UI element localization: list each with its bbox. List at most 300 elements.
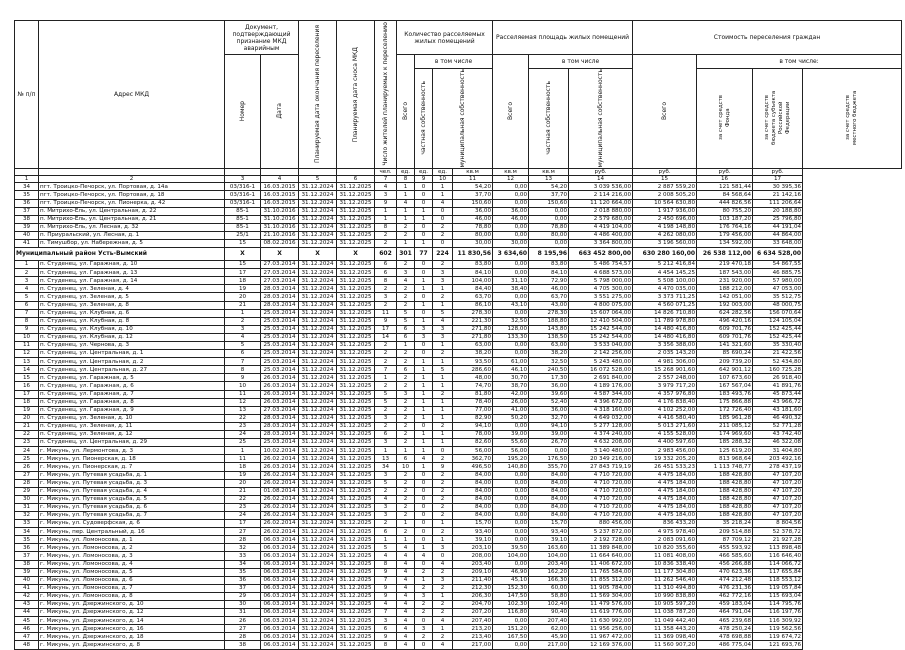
doc-date-cell: 27.03.2014 <box>261 261 299 269</box>
cost-federal-cell: 84 568,64 <box>697 191 753 199</box>
table-row <box>15 366 902 374</box>
cost-federal-cell: 188 428,80 <box>697 487 753 495</box>
residents-cell: 14 <box>375 333 397 341</box>
cost-total-cell: 4 649 032,00 <box>569 414 633 422</box>
planned-demolish-cell: 31.12.2025 <box>337 601 375 609</box>
residents-cell: 6 <box>375 261 397 269</box>
section-priv: 77 <box>415 248 433 261</box>
area-total-cell: 221,30 <box>453 317 493 325</box>
planned-end-cell: 31.12.2024 <box>299 633 337 641</box>
row-number-cell: 46 <box>15 625 39 633</box>
cost-fund-cell: 4 975 978,40 <box>633 528 697 536</box>
area-private-cell: 30,70 <box>493 374 529 382</box>
address-cell: п. Студенец, ул. Зеленая, д. 12 <box>39 431 225 439</box>
doc-date-cell: 26.03.2014 <box>261 382 299 390</box>
residents-cell: 2 <box>375 382 397 390</box>
address-cell: г. Микунь, ул. Ломоносова, д. 7 <box>39 584 225 592</box>
cost-fund-cell: 4 475 184,00 <box>633 479 697 487</box>
area-total-cell: 46,00 <box>453 215 493 223</box>
area-total-cell: 207,20 <box>453 609 493 617</box>
cost-total-cell: 11 855 312,00 <box>569 576 633 584</box>
doc-date-cell: 06.03.2014 <box>261 633 299 641</box>
doc-number-cell: 30 <box>225 601 261 609</box>
planned-end-cell: 31.12.2024 <box>299 463 337 471</box>
doc-date-cell: 25.03.2014 <box>261 439 299 447</box>
area-total-cell: 15,70 <box>453 520 493 528</box>
cost-local-cell: 52 434,80 <box>753 358 803 366</box>
area-private-cell: 0,00 <box>493 560 529 568</box>
doc-date-cell: 06.03.2014 <box>261 609 299 617</box>
row-number-cell: 27 <box>15 471 39 479</box>
table-row <box>15 576 902 584</box>
doc-number-cell: 1 <box>225 447 261 455</box>
doc-date-cell: 26.02.2014 <box>261 503 299 511</box>
section-cost: 663 452 800,00 <box>569 248 633 261</box>
area-private-cell: 0,00 <box>493 231 529 239</box>
cost-total-cell: 11 664 640,00 <box>569 552 633 560</box>
cost-federal-cell: 444 826,56 <box>697 199 753 207</box>
doc-number-cell: 33 <box>225 552 261 560</box>
residents-cell: 3 <box>375 293 397 301</box>
area-private-cell: 0,00 <box>493 511 529 519</box>
doc-number-cell: 17 <box>225 269 261 277</box>
rooms-total-cell: 4 <box>397 199 415 207</box>
cost-total-cell: 4 419 104,00 <box>569 223 633 231</box>
address-cell: г. Микунь, ул. Пионерская, д. 18 <box>39 455 225 463</box>
area-municipal-cell: 26,70 <box>529 439 569 447</box>
doc-date-cell: 27.03.2014 <box>261 269 299 277</box>
residents-cell: 11 <box>375 309 397 317</box>
cost-total-cell: 11 120 664,00 <box>569 199 633 207</box>
rooms-total-cell: 4 <box>397 560 415 568</box>
doc-number-cell: 29 <box>225 592 261 600</box>
rooms-total-cell: 6 <box>397 333 415 341</box>
rooms-private-cell: 2 <box>415 609 433 617</box>
rooms-private-cell: 1 <box>415 277 433 285</box>
area-private-cell: 55,60 <box>493 439 529 447</box>
residents-cell: 1 <box>375 374 397 382</box>
residents-cell: 9 <box>375 199 397 207</box>
planned-demolish-cell: 31.12.2025 <box>337 269 375 277</box>
area-total-cell: 82,90 <box>453 414 493 422</box>
area-municipal-cell: 36,00 <box>529 382 569 390</box>
cost-federal-cell: 459 183,04 <box>697 601 753 609</box>
residents-cell: 3 <box>375 414 397 422</box>
doc-number-cell: 20 <box>225 293 261 301</box>
address-cell: г. Микунь, ул. Ломоносова, д. 2 <box>39 544 225 552</box>
area-private-cell: 0,00 <box>493 350 529 358</box>
rooms-total-cell: 6 <box>397 455 415 463</box>
planned-end-cell: 31.12.2024 <box>299 285 337 293</box>
doc-date-cell: 25.03.2014 <box>261 325 299 333</box>
cost-fund-cell: 11 789 978,80 <box>633 317 697 325</box>
rooms-private-cell: 0 <box>415 503 433 511</box>
planned-demolish-cell: 31.12.2025 <box>337 609 375 617</box>
residents-cell: 1 <box>375 536 397 544</box>
index-row-cell: 6 <box>337 175 375 182</box>
planned-demolish-cell: 31.12.2025 <box>337 414 375 422</box>
planned-end-cell: 31.12.2024 <box>299 261 337 269</box>
row-number-cell: 42 <box>15 592 39 600</box>
section-x2: X <box>261 248 299 261</box>
area-private-cell: 0,00 <box>493 191 529 199</box>
area-total-cell: 78,40 <box>453 398 493 406</box>
rooms-total-cell: 4 <box>397 617 415 625</box>
area-municipal-cell: 0,00 <box>529 207 569 215</box>
cost-federal-cell: 642 901,12 <box>697 366 753 374</box>
doc-group-header: Документ, подтверждающий признание МКД аварийным <box>225 21 299 55</box>
planned-demolish-cell: 31.12.2025 <box>337 641 375 649</box>
table-row <box>15 609 902 617</box>
cost-local-cell: 47 107,20 <box>753 487 803 495</box>
main-rows <box>15 261 902 650</box>
residents-cell: 5 <box>375 398 397 406</box>
planned-end-cell: 31.12.2024 <box>299 625 337 633</box>
address-cell: г. Микунь, ул. Ломоносова, д. 8 <box>39 592 225 600</box>
units-row-cell: руб. <box>753 168 803 175</box>
planned-end-cell: 31.12.2024 <box>299 414 337 422</box>
table-row <box>15 536 902 544</box>
rooms-total-cell: 4 <box>397 592 415 600</box>
row-number-cell: 13 <box>15 358 39 366</box>
residents-cell: 3 <box>375 191 397 199</box>
residents-cell: 7 <box>375 576 397 584</box>
cost-fund-cell: 4 981 306,00 <box>633 358 697 366</box>
residents-cell: 2 <box>375 231 397 239</box>
residents-cell: 2 <box>375 239 397 247</box>
doc-date-cell: 25.03.2014 <box>261 317 299 325</box>
cost-total-cell: 15 607 064,00 <box>569 309 633 317</box>
area-municipal-cell: 17,30 <box>529 374 569 382</box>
address-cell: г. Микунь, ул. Путевая усадьба, д. 5 <box>39 495 225 503</box>
rooms-municipal-cell: 3 <box>433 576 453 584</box>
area-municipal-cell: 207,40 <box>529 617 569 625</box>
address-cell: г. Микунь, ул. Ломоносова, д. 3 <box>39 552 225 560</box>
residents-cell: 9 <box>375 568 397 576</box>
area-total-cell: 84,00 <box>453 511 493 519</box>
cost-local-cell: 52 771,28 <box>753 422 803 430</box>
area-municipal-cell: 58,80 <box>529 592 569 600</box>
cost-local-cell: 52 378,72 <box>753 528 803 536</box>
area-total-cell: 278,30 <box>453 309 493 317</box>
units-row-cell: чел. <box>375 168 397 175</box>
rooms-total-cell: 2 <box>397 301 415 309</box>
doc-number-cell: 35 <box>225 568 261 576</box>
address-cell: г. Микунь, ул. Дзержинского, д. 8 <box>39 641 225 649</box>
row-number-cell: 21 <box>15 422 39 430</box>
address-cell: г. Микунь, ул. Путевая усадьба, д. 7 <box>39 511 225 519</box>
rooms-private-cell: 1 <box>415 317 433 325</box>
cost-total-cell: 11 765 584,00 <box>569 568 633 576</box>
cost-federal-cell: 609 701,76 <box>697 325 753 333</box>
area-private-cell: 151,20 <box>493 625 529 633</box>
rooms-total-cell: 2 <box>397 406 415 414</box>
rooms-municipal-cell: 2 <box>433 601 453 609</box>
rooms-total-cell: 4 <box>397 584 415 592</box>
cost-local-cell: 47 107,20 <box>753 471 803 479</box>
rooms-private-cell: 0 <box>415 199 433 207</box>
rooms-private-cell: 1 <box>415 414 433 422</box>
area-total-cell: 81,80 <box>453 390 493 398</box>
doc-number-cell: 2 <box>225 317 261 325</box>
row-number-cell: 16 <box>15 382 39 390</box>
cost-fund-cell: 4 262 080,00 <box>633 231 697 239</box>
rooms-private-cell: 0 <box>415 528 433 536</box>
rooms-municipal-cell: 2 <box>433 568 453 576</box>
resettlement-table <box>14 20 902 650</box>
top-rows <box>15 183 902 248</box>
area-private-cell: 140,80 <box>493 463 529 471</box>
planned-demolish-cell: 31.12.2025 <box>337 207 375 215</box>
cost-federal-cell: 175 866,88 <box>697 398 753 406</box>
cost-fund-cell: 10 820 355,60 <box>633 544 697 552</box>
rooms-private-cell: 4 <box>415 455 433 463</box>
area-municipal-cell: 84,00 <box>529 479 569 487</box>
index-row-cell: 13 <box>529 175 569 182</box>
index-row-cell: 2 <box>39 175 225 182</box>
rooms-municipal-cell: 2 <box>433 261 453 269</box>
cost-total-cell: 4 189 176,00 <box>569 382 633 390</box>
area-total-cell: 37,70 <box>453 191 493 199</box>
residents-cell: 2 <box>375 487 397 495</box>
doc-date-cell: 25.03.2014 <box>261 350 299 358</box>
rooms-total-cell: 1 <box>397 183 415 191</box>
planned-demolish-cell: 31.12.2025 <box>337 560 375 568</box>
planned-end-cell: 31.12.2024 <box>299 277 337 285</box>
area-municipal-cell: 84,00 <box>529 503 569 511</box>
table-row <box>15 317 902 325</box>
row-number-cell: 26 <box>15 463 39 471</box>
residents-cell: 3 <box>375 503 397 511</box>
cost-federal-cell: 192 003,00 <box>697 301 753 309</box>
units-row <box>15 168 902 175</box>
planned-end-cell: 31.12.2024 <box>299 325 337 333</box>
planned-end-cell: 31.12.2024 <box>299 568 337 576</box>
address-cell: п. Студенец, ул. Центральная, д. 1 <box>39 350 225 358</box>
doc-number-cell: 37 <box>225 584 261 592</box>
table-row <box>15 641 902 649</box>
area-municipal-cell: 176,50 <box>529 455 569 463</box>
area-total-cell: 84,00 <box>453 479 493 487</box>
rooms-municipal-cell: 0 <box>433 239 453 247</box>
doc-date-cell: 28.03.2014 <box>261 293 299 301</box>
cost-local-cell: 47 107,20 <box>753 479 803 487</box>
area-incl-header: в том числе <box>529 55 633 69</box>
rooms-private-cell: 1 <box>415 390 433 398</box>
planned-demolish-cell: 31.12.2025 <box>337 374 375 382</box>
rooms-total-cell: 2 <box>397 422 415 430</box>
section-title: Муниципальный район Усть-Вымский <box>15 248 225 261</box>
planned-end-cell: 31.12.2024 <box>299 431 337 439</box>
residents-cell: 4 <box>375 183 397 191</box>
area-total-cell: 213,20 <box>453 625 493 633</box>
cost-total-cell: 3 364 800,00 <box>569 239 633 247</box>
rooms-municipal-cell: 2 <box>433 471 453 479</box>
area-total-cell: 86,10 <box>453 301 493 309</box>
rooms-municipal-cell: 2 <box>433 293 453 301</box>
cost-fund-cell: 4 155 528,00 <box>633 431 697 439</box>
planned-end-cell: 31.12.2024 <box>299 455 337 463</box>
doc-number-cell: 21 <box>225 487 261 495</box>
area-private-cell: 195,20 <box>493 455 529 463</box>
doc-number-cell: 25/1 <box>225 231 261 239</box>
cost-local-cell: 57 980,00 <box>753 277 803 285</box>
cost-local-cell: 31 404,80 <box>753 447 803 455</box>
cost-fund-cell: 836 433,20 <box>633 520 697 528</box>
doc-number-cell: 20 <box>225 479 261 487</box>
table-row <box>15 544 902 552</box>
residents-cell: 8 <box>375 560 397 568</box>
row-number-cell: 37 <box>15 552 39 560</box>
area-municipal-cell: 203,40 <box>529 560 569 568</box>
address-cell: г. Микунь, ул. Дзержинского, д. 10 <box>39 601 225 609</box>
rooms-total-cell: 1 <box>397 342 415 350</box>
area-total-cell: 39,10 <box>453 536 493 544</box>
table-row <box>15 301 902 309</box>
residents-cell: 5 <box>375 390 397 398</box>
area-total-cell: 78,00 <box>453 431 493 439</box>
residents-cell: 9 <box>375 592 397 600</box>
cost-fund-cell: 2 083 091,60 <box>633 536 697 544</box>
address-cell: п. Студенец, ул. Гаражная, д. 9 <box>39 406 225 414</box>
residents-cell: 8 <box>375 641 397 649</box>
cost-local-cell: 111 206,64 <box>753 199 803 207</box>
cost-fund-cell: 11 038 787,20 <box>633 609 697 617</box>
residents-cell: 2 <box>375 422 397 430</box>
row-number-cell: 35 <box>15 191 39 199</box>
row-number-cell: 47 <box>15 633 39 641</box>
rooms-private-cell: 0 <box>415 422 433 430</box>
cost-total-cell: 4 710 720,00 <box>569 495 633 503</box>
area-private-cell: 0,00 <box>493 293 529 301</box>
table-row <box>15 625 902 633</box>
planned-end-cell: 31.12.2024 <box>299 215 337 223</box>
address-cell: п. Студенец, ул. Гаражная, д. 10 <box>39 261 225 269</box>
section-mun: 224 <box>433 248 453 261</box>
cost-total-cell: 11 630 992,00 <box>569 617 633 625</box>
section-local: 6 634 528,00 <box>753 248 803 261</box>
doc-number-cell: 5 <box>225 342 261 350</box>
rooms-municipal-cell: 2 <box>433 223 453 231</box>
table-row <box>15 277 902 285</box>
planned-demolish-cell: 31.12.2025 <box>337 439 375 447</box>
cost-total-cell: 2 579 680,00 <box>569 215 633 223</box>
rooms-private-cell: 0 <box>415 520 433 528</box>
rooms-private-cell: 0 <box>415 479 433 487</box>
rooms-total-cell: 10 <box>397 463 415 471</box>
table-row <box>15 455 902 463</box>
rooms-municipal-cell: 2 <box>433 511 453 519</box>
cost-federal-cell: 87 709,12 <box>697 536 753 544</box>
planned-demolish-cell: 31.12.2025 <box>337 199 375 207</box>
area-municipal-cell: 37,70 <box>529 191 569 199</box>
planned-demolish-cell: 31.12.2025 <box>337 223 375 231</box>
section-x4: X <box>337 248 375 261</box>
cost-fund-cell: 4 102 252,00 <box>633 406 697 414</box>
rooms-private-cell: 0 <box>415 309 433 317</box>
rooms-private-cell: 1 <box>415 239 433 247</box>
cost-total-cell: 3 039 536,00 <box>569 183 633 191</box>
area-private-cell: 41,00 <box>493 406 529 414</box>
planned-end-header: Планируемая дата окончания переселения <box>299 21 337 169</box>
cost-local-cell: 8 804,56 <box>753 520 803 528</box>
address-cell: г. Микунь, ул. Ломоносова, д. 6 <box>39 576 225 584</box>
residents-cell: 2 <box>375 301 397 309</box>
cost-federal-cell: 188 428,80 <box>697 495 753 503</box>
index-row-cell: 9 <box>415 175 433 182</box>
table-header <box>15 21 902 169</box>
row-number-cell: 37 <box>15 207 39 215</box>
area-total-header: Всего <box>493 55 529 169</box>
cost-total-cell: 11 967 472,00 <box>569 633 633 641</box>
doc-number-cell: 85-1 <box>225 215 261 223</box>
cost-local-cell: 47 107,20 <box>753 511 803 519</box>
rooms-municipal-cell: 1 <box>433 342 453 350</box>
address-cell: г. Микунь, ул. Пионерская, д. 7 <box>39 463 225 471</box>
area-total-cell: 211,40 <box>453 576 493 584</box>
index-row-cell: 3 <box>225 175 261 182</box>
area-total-cell: 94,10 <box>453 422 493 430</box>
planned-end-cell: 31.12.2024 <box>299 199 337 207</box>
rooms-private-cell: 0 <box>415 617 433 625</box>
cost-local-cell: 113 898,48 <box>753 544 803 552</box>
area-municipal-cell: 83,80 <box>529 261 569 269</box>
cost-total-cell: 4 710 720,00 <box>569 487 633 495</box>
residents-cell: 7 <box>375 366 397 374</box>
rooms-municipal-cell: 0 <box>433 215 453 223</box>
cost-total-cell: 11 956 256,00 <box>569 625 633 633</box>
planned-demolish-cell: 31.12.2025 <box>337 536 375 544</box>
cost-total-cell: 11 569 304,00 <box>569 592 633 600</box>
area-total-cell: 83,80 <box>453 261 493 269</box>
doc-number-cell: 11 <box>225 455 261 463</box>
planned-demolish-cell: 31.12.2025 <box>337 333 375 341</box>
doc-date-cell: 25.03.2014 <box>261 358 299 366</box>
units-row-cell: кв.м <box>529 168 569 175</box>
rooms-municipal-cell: 1 <box>433 285 453 293</box>
residents-cell: 4 <box>375 601 397 609</box>
planned-end-cell: 31.12.2024 <box>299 301 337 309</box>
residents-cell: 4 <box>375 495 397 503</box>
doc-number-cell: 28 <box>225 633 261 641</box>
area-total-cell: 271,80 <box>453 333 493 341</box>
rooms-municipal-cell: 5 <box>433 309 453 317</box>
rooms-total-cell: 1 <box>397 447 415 455</box>
row-number-cell: 39 <box>15 568 39 576</box>
rooms-total-cell: 2 <box>397 479 415 487</box>
cost-fund-cell: 26 451 533,23 <box>633 463 697 471</box>
row-number-cell: 7 <box>15 309 39 317</box>
doc-date-cell: 06.03.2014 <box>261 592 299 600</box>
cost-federal-cell: 85 690,24 <box>697 350 753 358</box>
rooms-total-cell: 4 <box>397 576 415 584</box>
row-number-cell: 20 <box>15 414 39 422</box>
residents-cell: 6 <box>375 625 397 633</box>
area-municipal-cell: 0,00 <box>529 447 569 455</box>
area-municipal-cell: 52,40 <box>529 398 569 406</box>
area-private-cell: 36,00 <box>493 207 529 215</box>
rooms-private-cell: 1 <box>415 447 433 455</box>
cost-total-cell: 4 710 720,00 <box>569 471 633 479</box>
planned-end-cell: 31.12.2024 <box>299 592 337 600</box>
planned-end-cell: 31.12.2024 <box>299 536 337 544</box>
cost-fund-cell: 4 470 035,00 <box>633 285 697 293</box>
cost-local-cell: 118 553,12 <box>753 576 803 584</box>
planned-demolish-cell: 31.12.2025 <box>337 325 375 333</box>
residents-cell: 3 <box>375 511 397 519</box>
rooms-total-cell: 6 <box>397 325 415 333</box>
doc-number-cell: 03/316-1 <box>225 183 261 191</box>
